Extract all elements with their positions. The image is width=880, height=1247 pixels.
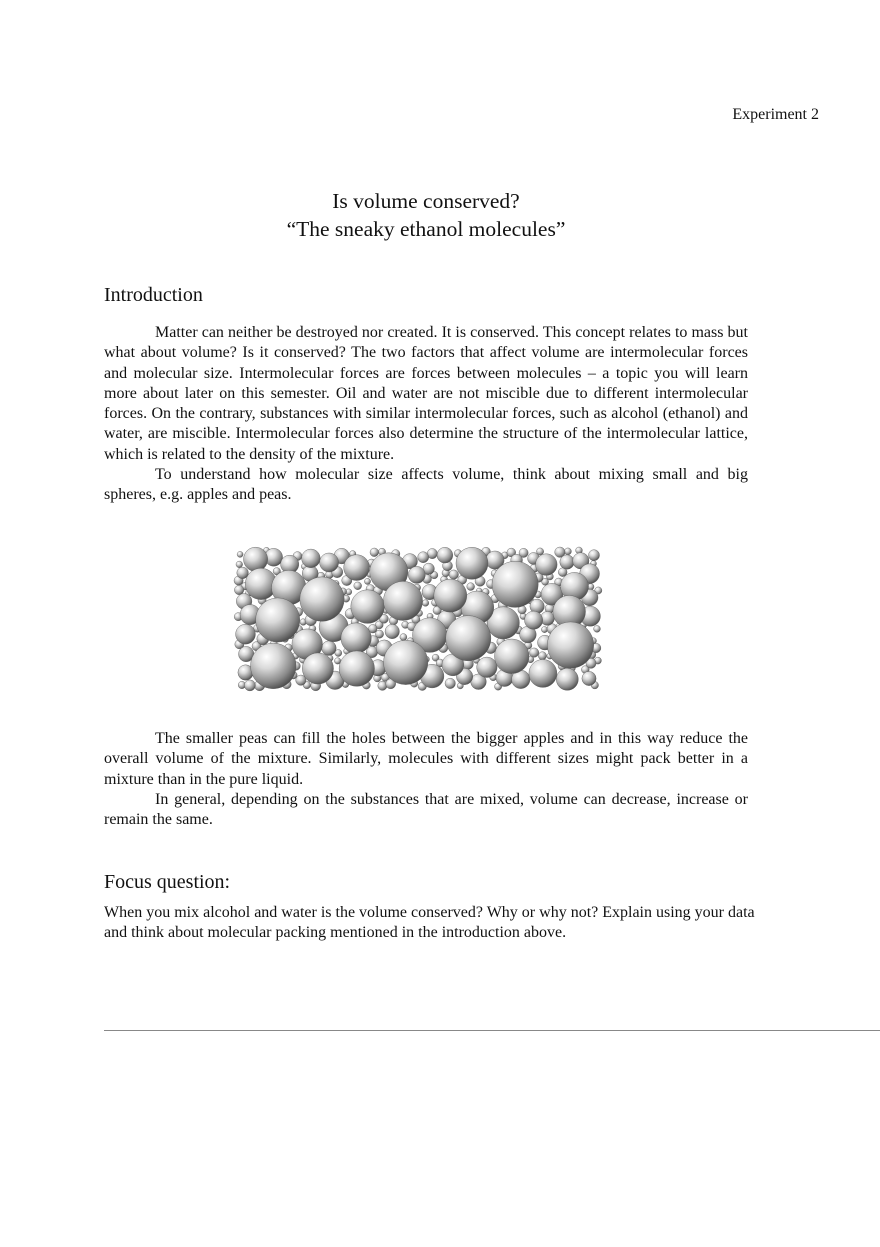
intro-paragraph-4: In general, depending on the substances that are mixed, volume can decrease, increase or remain the same. (104, 790, 748, 829)
introduction-heading: Introduction (104, 284, 203, 306)
sphere (560, 555, 574, 569)
sphere (339, 651, 374, 686)
sphere (492, 561, 538, 607)
sphere (564, 548, 571, 555)
sphere (408, 566, 425, 583)
sphere (354, 582, 362, 590)
title-line-2: “The sneaky ethanol molecules” (286, 217, 566, 241)
sphere (370, 548, 379, 557)
sphere (237, 567, 249, 579)
sphere (529, 659, 557, 687)
sphere (536, 554, 558, 576)
sphere (582, 671, 596, 685)
sphere (445, 678, 455, 688)
sphere (547, 622, 593, 668)
sphere (383, 581, 422, 620)
sphere (236, 624, 256, 644)
sphere (477, 657, 497, 677)
sphere (467, 583, 475, 591)
sphere (418, 552, 429, 563)
experiment-label: Experiment 2 (732, 106, 819, 123)
introduction-text-top (104, 323, 748, 506)
sphere (449, 570, 458, 579)
sphere (495, 639, 530, 674)
spheres-group (234, 547, 602, 691)
sphere (378, 681, 387, 690)
sphere (594, 626, 601, 633)
sphere (302, 653, 333, 684)
sphere (525, 611, 543, 629)
sphere (302, 549, 321, 568)
sphere (422, 600, 429, 607)
sphere (300, 577, 344, 621)
sphere (541, 627, 547, 633)
sphere (364, 578, 370, 584)
sphere (589, 550, 600, 561)
introduction-text-bottom (104, 729, 748, 830)
sphere (320, 553, 339, 572)
sphere (244, 547, 268, 571)
sphere (446, 616, 491, 661)
sphere (385, 624, 399, 638)
sphere (256, 598, 300, 642)
intro-paragraph-2: To understand how molecular size affects volume, think about mixing small and big spheres, e.g. apples and peas. (104, 466, 748, 504)
sphere (344, 555, 370, 581)
sphere (251, 643, 297, 689)
sphere (437, 547, 453, 563)
sphere (456, 547, 488, 579)
sphere (400, 634, 407, 641)
sphere (236, 561, 243, 568)
sphere (529, 648, 538, 657)
sphere (341, 623, 371, 653)
title-line-1: Is volume conserved? (332, 189, 520, 213)
page-title (0, 187, 852, 243)
sphere (384, 640, 428, 684)
sphere (322, 641, 337, 656)
sphere (244, 680, 255, 691)
horizontal-divider (104, 1030, 880, 1031)
intro-paragraph-3: The smaller peas can fill the holes between the bigger apples and in this way reduce the overall volume of the mixture. Similarly, molecules with different sizes might pack better in a mixture than in the pure liquid. (104, 730, 748, 788)
sphere-packing-figure (232, 543, 604, 693)
sphere (556, 668, 578, 690)
intro-paragraph-1: Matter can neither be destroyed nor created. It is conserved. This concept relates to mass but what about volume? Is it conserved? The two factors that affect volume are intermolecular forces and molecular size. Intermolecular forces are forces between molecules – a topic you will learn more about later on this semester. Oil and water are not miscible due to different intermolecular forces. On the contrary, substances with similar intermolecular forces, such as alcohol (ethanol) and water, are miscible. Intermolecular forces also determine the structure of the intermolecular lattice, which is related to the density of the mixture. (104, 324, 748, 463)
sphere (237, 551, 243, 557)
sphere (351, 590, 385, 624)
focus-question-heading: Focus question: (104, 871, 231, 893)
focus-question-text: When you mix alcohol and water is the volume conserved? Why or why not? Explain using your data and think about molecular packing mentioned in the introduction above. (104, 904, 755, 942)
sphere (538, 652, 546, 660)
sphere (434, 579, 467, 612)
sphere (234, 585, 243, 594)
